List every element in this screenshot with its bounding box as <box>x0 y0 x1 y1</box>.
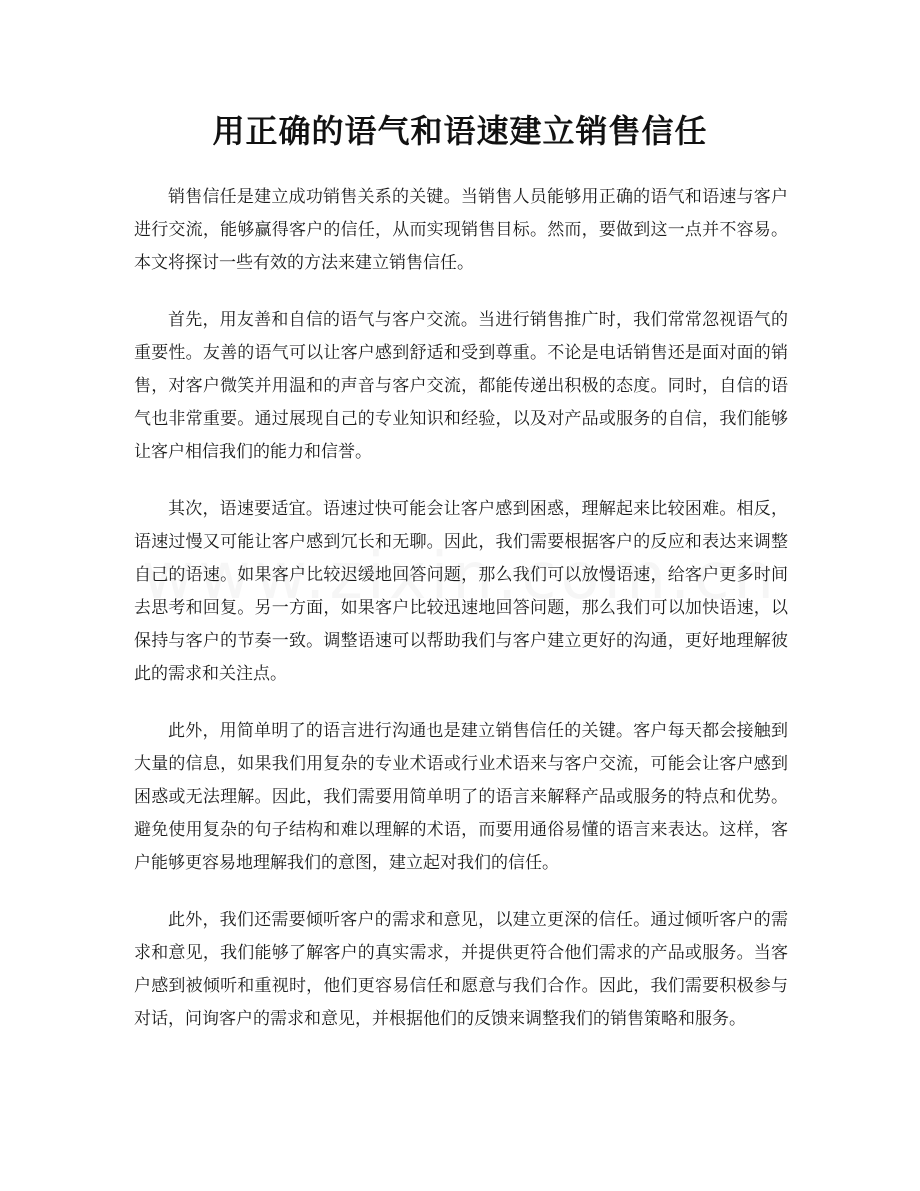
document-title: 用正确的语气和语速建立销售信任 <box>212 112 708 150</box>
paragraph-language: 此外，用简单明了的语言进行沟通也是建立销售信任的关键。客户每天都会接触到大量的信息，如果我们用复杂的专业术语或行业术语来与客户交流，可能会让客户感到困惑或无法理解。因此，我们需要用简单明了的语言来解释产品或服务的特点和优势。避免使用复杂的句子结构和难以理解的术语，而要用通俗易懂的语言来表达。这样，客户能够更容易地理解我们的意图，建立起对我们的信任。 <box>134 721 788 873</box>
paragraph-speed: 其次，语速要适宜。语速过快可能会让客户感到困惑，理解起来比较困难。相反，语速过慢又可能让客户感到冗长和无聊。因此，我们需要根据客户的反应和表达来调整自己的语速。如果客户比较迟缓地回答问题，那么我们可以放慢语速，给客户更多时间去思考和回复。另一方面，如果客户比较迅速地回答问题，那么我们可以加快语速，以保持与客户的节奏一致。调整语速可以帮助我们与客户建立更好的沟通，更好地理解彼此的需求和关注点。 <box>134 499 788 684</box>
document-body <box>134 181 788 1060</box>
paragraph-intro: 销售信任是建立成功销售关系的关键。当销售人员能够用正确的语气和语速与客户进行交流，能够赢得客户的信任，从而实现销售目标。然而，要做到这一点并不容易。本文将探讨一些有效的方法来建立销售信任。 <box>134 187 788 273</box>
paragraph-listening: 此外，我们还需要倾听客户的需求和意见，以建立更深的信任。通过倾听客户的需求和意见，我们能够了解客户的真实需求，并提供更符合他们需求的产品或服务。当客户感到被倾听和重视时，他们更容易信任和愿意与我们合作。因此，我们需要积极参与对话，问询客户的需求和意见，并根据他们的反馈来调整我们的销售策略和服务。 <box>134 910 788 1029</box>
paragraph-tone: 首先，用友善和自信的语气与客户交流。当进行销售推广时，我们常常忽视语气的重要性。友善的语气可以让客户感到舒适和受到尊重。不论是电话销售还是面对面的销售，对客户微笑并用温和的声音与客户交流，都能传递出积极的态度。同时，自信的语气也非常重要。通过展现自己的专业知识和经验，以及对产品或服务的自信，我们能够让客户相信我们的能力和信誉。 <box>134 310 788 462</box>
